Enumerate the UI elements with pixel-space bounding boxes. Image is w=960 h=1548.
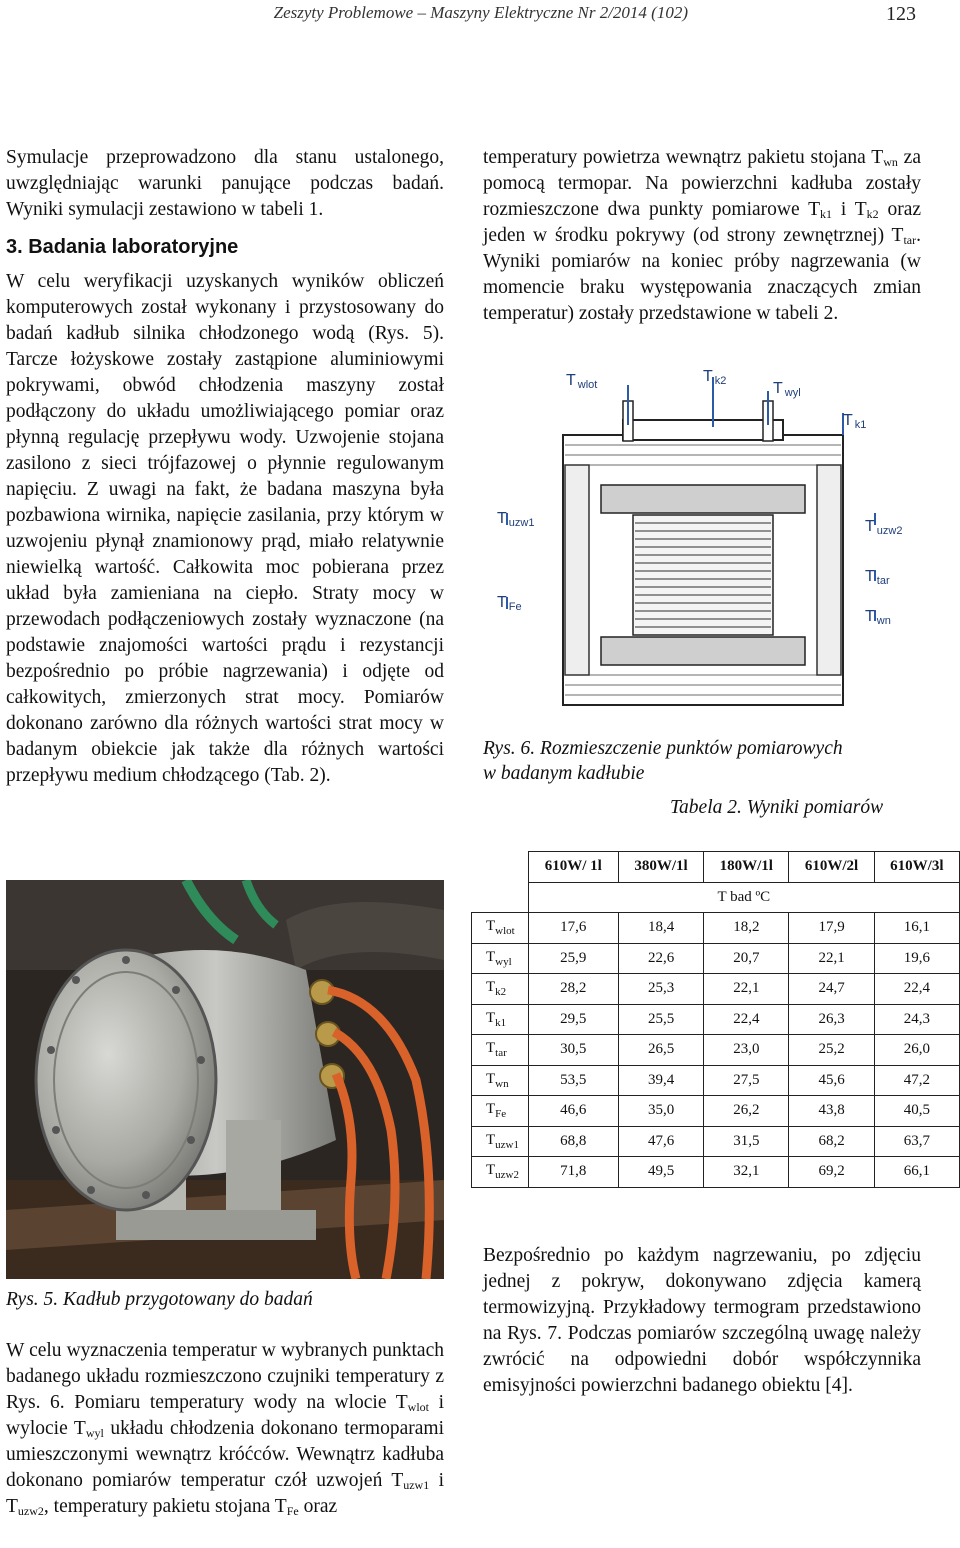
row-label: $T_{wn}$	[472, 1065, 529, 1096]
table-2-caption: Tabela 2. Wyniki pomiarów	[670, 797, 884, 818]
column-header: 610W/3l	[874, 852, 959, 883]
column-header: 180W/1l	[704, 852, 789, 883]
table-cell: 24,7	[789, 974, 874, 1005]
table-cell: 53,5	[528, 1065, 618, 1096]
table-cell: 43,8	[789, 1096, 874, 1127]
svg-text:Tuzw2: T uzw2	[865, 518, 903, 537]
column-header: 380W/1l	[618, 852, 703, 883]
table-cell: 45,6	[789, 1065, 874, 1096]
table-cell: 26,0	[874, 1035, 959, 1066]
table-cell: 39,4	[618, 1065, 703, 1096]
column-header: 610W/2l	[789, 852, 874, 883]
svg-text:Twn: T wn	[865, 608, 891, 627]
measurement-paragraph: temperatury powietrza wewnątrz pakietu stojana $T_{wn}$ za pomocą termopar. Na powierzchni kadłuba zostały rozmieszczone dwa punkty pomiarowe $T_{k1}$ i $T_{k2}$ oraz jeden w środku pokrywy (od strony zewnętrznej) $T_{tar}$. Wyniki pomiarów na koniec próby nagrzewania (w momencie braku występowania znaczących zmian temperatur) zostały przedstawione w tabeli 2.	[483, 147, 922, 324]
body-paragraph: W celu weryfikacji uzyskanych wyników obliczeń komputerowych został wykonany i przystosowany do badań kadłub silnika chłodzonego wodą (Rys. 5). Tarcze łożyskowe zostały zastąpione aluminiowymi pokrywami, obwód chłodzenia maszyny został podłączony do układu umożliwiającego pomiar oraz płynną regulację przepływu wody. Uzwojenie stojana zasilono z sieci trójfazowej o płynnie regulowanym napięciu. Z uwagi na fakt, że badana maszyna była pozbawiona wirnika, napięcie zasilania, przy którym w uzwojeniu płynął znamionowy prąd, miało relatywnie niewielką wartość. Całkowita moc pobierana przez układ była zamieniana na ciepło. Straty mocy w przewodach podłączeniowych zostały wyznaczone (na podstawie znajomości wartości prądu i rezystancji bezpośrednio po próbie nagrzewania) i odjęte od całkowitych, zmierzonych strat mocy. Pomiarów dokonano zarówno dla różnych wartości strat mocy w badanym obiekcie jak także dla różnych wartości przepływu medium chłodzącego (Tab. 2).	[6, 271, 444, 786]
section-heading: 3. Badania laboratoryjne	[6, 236, 239, 258]
table-cell: 47,6	[618, 1126, 703, 1157]
svg-text:Tk1: T k1	[843, 412, 867, 431]
table-cell: 46,6	[528, 1096, 618, 1127]
sensor-diagram	[483, 365, 935, 725]
svg-text:Ttar: T tar	[865, 568, 890, 587]
table-row	[472, 943, 960, 974]
table-cell: 22,6	[618, 943, 703, 974]
table-cell: 22,1	[789, 943, 874, 974]
row-label: $T_{uzw2}$	[472, 1157, 529, 1188]
results-table	[471, 851, 960, 1188]
sensor-paragraph: W celu wyznaczenia temperatur w wybranych punktach badanego układu rozmieszczono czujniki temperatury z Rys. 6. Pomiaru temperatury wody na wlocie $T_{wlot}$ i wylocie $T_{wyl}$ układu chłodzenia dokonano termoparami umieszczonymi wewnątrz króćców. Wewnątrz kadłuba dokonano pomiarów temperatur czół uzwojeń $T_{uzw1}$ i $T_{uzw2}$, temperatury pakietu stojana $T_{Fe}$ oraz	[6, 1340, 444, 1518]
table-row	[472, 913, 960, 944]
table-cell: 26,5	[618, 1035, 703, 1066]
svg-text:Tuzw1: T uzw1	[497, 510, 535, 529]
table-cell: 18,4	[618, 913, 703, 944]
table-cell: 71,8	[528, 1157, 618, 1188]
table-cell: 22,4	[874, 974, 959, 1005]
table-cell: 25,5	[618, 1004, 703, 1035]
table-cell: 16,1	[874, 913, 959, 944]
figure-6-caption-line1: Rys. 6. Rozmieszczenie punktów pomiarowych	[483, 738, 843, 759]
svg-text:Twyl: T wyl	[773, 380, 801, 399]
table-row	[472, 1035, 960, 1066]
table-cell: 23,0	[704, 1035, 789, 1066]
table-cell: 26,3	[789, 1004, 874, 1035]
row-label: $T_{wyl}$	[472, 943, 529, 974]
table-cell: 30,5	[528, 1035, 618, 1066]
table-row	[472, 1065, 960, 1096]
table-row	[472, 974, 960, 1005]
table-cell: 17,6	[528, 913, 618, 944]
row-label: $T_{Fe}$	[472, 1096, 529, 1127]
svg-text:TFe: T Fe	[497, 594, 522, 613]
table-cell: 22,1	[704, 974, 789, 1005]
svg-text:Twlot: T wlot	[566, 372, 598, 391]
table-cell: 25,2	[789, 1035, 874, 1066]
table-cell: 20,7	[704, 943, 789, 974]
table-row	[472, 1157, 960, 1188]
table-cell: 66,1	[874, 1157, 959, 1188]
table-row	[472, 1096, 960, 1127]
motor-photo	[6, 880, 444, 1279]
table-cell: 27,5	[704, 1065, 789, 1096]
table-cell: 17,9	[789, 913, 874, 944]
table-cell: 19,6	[874, 943, 959, 974]
table-cell: 24,3	[874, 1004, 959, 1035]
table-cell: 35,0	[618, 1096, 703, 1127]
row-label: $T_{k1}$	[472, 1004, 529, 1035]
table-cell: 22,4	[704, 1004, 789, 1035]
table-cell: 40,5	[874, 1096, 959, 1127]
table-cell: 26,2	[704, 1096, 789, 1127]
table-cell: 31,5	[704, 1126, 789, 1157]
table-header-row	[472, 852, 960, 883]
column-header: 610W/ 1l	[528, 852, 618, 883]
page-number: 123	[886, 3, 916, 25]
table-cell: 68,8	[528, 1126, 618, 1157]
figure-5-caption: Rys. 5. Kadłub przygotowany do badań	[6, 1289, 313, 1310]
svg-text:Tk2: T k2	[703, 368, 727, 387]
table-cell: 18,2	[704, 913, 789, 944]
motor-photo-image	[6, 880, 444, 1279]
table-cell: 32,1	[704, 1157, 789, 1188]
row-label: $T_{uzw1}$	[472, 1126, 529, 1157]
unit-label: T bad ºC	[528, 882, 959, 913]
running-header	[0, 0, 960, 30]
table-cell: 49,5	[618, 1157, 703, 1188]
intro-paragraph: Symulacje przeprowadzono dla stanu ustalonego, uwzględniając warunki panujące podczas badań. Wyniki symulacji zestawiono w tabeli 1.	[6, 147, 444, 220]
table-cell: 68,2	[789, 1126, 874, 1157]
row-label: $T_{k2}$	[472, 974, 529, 1005]
table-row	[472, 1126, 960, 1157]
figure-6-caption-line2: w badanym kadłubie	[483, 763, 645, 784]
table-cell: 69,2	[789, 1157, 874, 1188]
table-cell: 25,9	[528, 943, 618, 974]
table-cell: 28,2	[528, 974, 618, 1005]
row-label: $T_{wlot}$	[472, 913, 529, 944]
unit-row	[472, 882, 960, 913]
table-cell: 25,3	[618, 974, 703, 1005]
table-cell: 29,5	[528, 1004, 618, 1035]
table-cell: 47,2	[874, 1065, 959, 1096]
table-row	[472, 1004, 960, 1035]
journal-title: Zeszyty Problemowe – Maszyny Elektryczne Nr 2/2014 (102)	[273, 3, 688, 22]
closing-paragraph: Bezpośrednio po każdym nagrzewaniu, po zdjęciu jednej z pokryw, dokonywano zdjęcia kamerą termowizyjną. Przykładowy termogram przedstawiono na Rys. 7. Podczas pomiarów szczególną uwagę należy zwrócić na odpowiedni dobór współczynnika emisyjności powierzchni badanego obiektu [4].	[483, 1245, 921, 1396]
table-cell: 63,7	[874, 1126, 959, 1157]
row-label: $T_{tar}$	[472, 1035, 529, 1066]
